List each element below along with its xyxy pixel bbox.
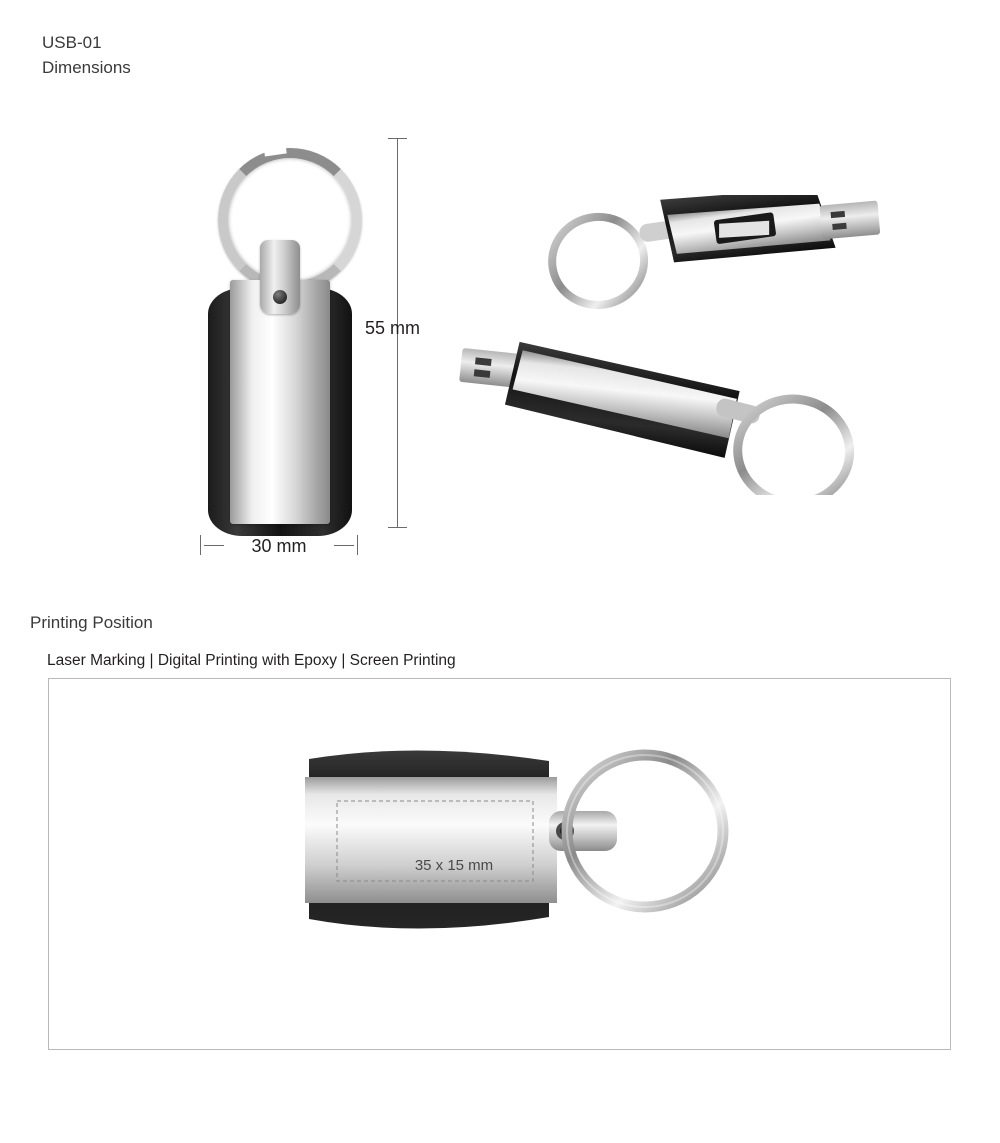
page-title — [42, 30, 131, 80]
printing-position-figure — [249, 739, 769, 989]
width-rule-right — [334, 545, 354, 546]
usb-body-metal-plate — [230, 280, 330, 524]
height-dimension-label: 55 mm — [365, 318, 421, 338]
width-dimension-label: 30 mm — [251, 536, 307, 556]
width-rule-left — [204, 545, 224, 546]
height-tick-bottom — [388, 527, 407, 528]
print-area-size-label: 35 x 15 mm — [414, 857, 494, 874]
printing-methods-list: Laser Marking | Digital Printing with Epoxy | Screen Printing — [47, 652, 456, 669]
width-tick-right — [357, 535, 358, 555]
product-front-view — [190, 140, 370, 530]
page-subtitle: Dimensions — [42, 58, 131, 77]
printing-position-title: Printing Position — [30, 613, 153, 632]
dimensions-figure — [160, 130, 460, 556]
height-tick-top — [388, 138, 407, 139]
product-code: USB-01 — [42, 33, 102, 52]
width-dimension-line — [200, 535, 358, 555]
width-tick-left — [200, 535, 201, 555]
printing-position-box — [48, 678, 951, 1050]
clip-screw-icon — [273, 290, 287, 304]
product-photo-illustration — [455, 195, 945, 495]
product-photo — [455, 195, 945, 495]
